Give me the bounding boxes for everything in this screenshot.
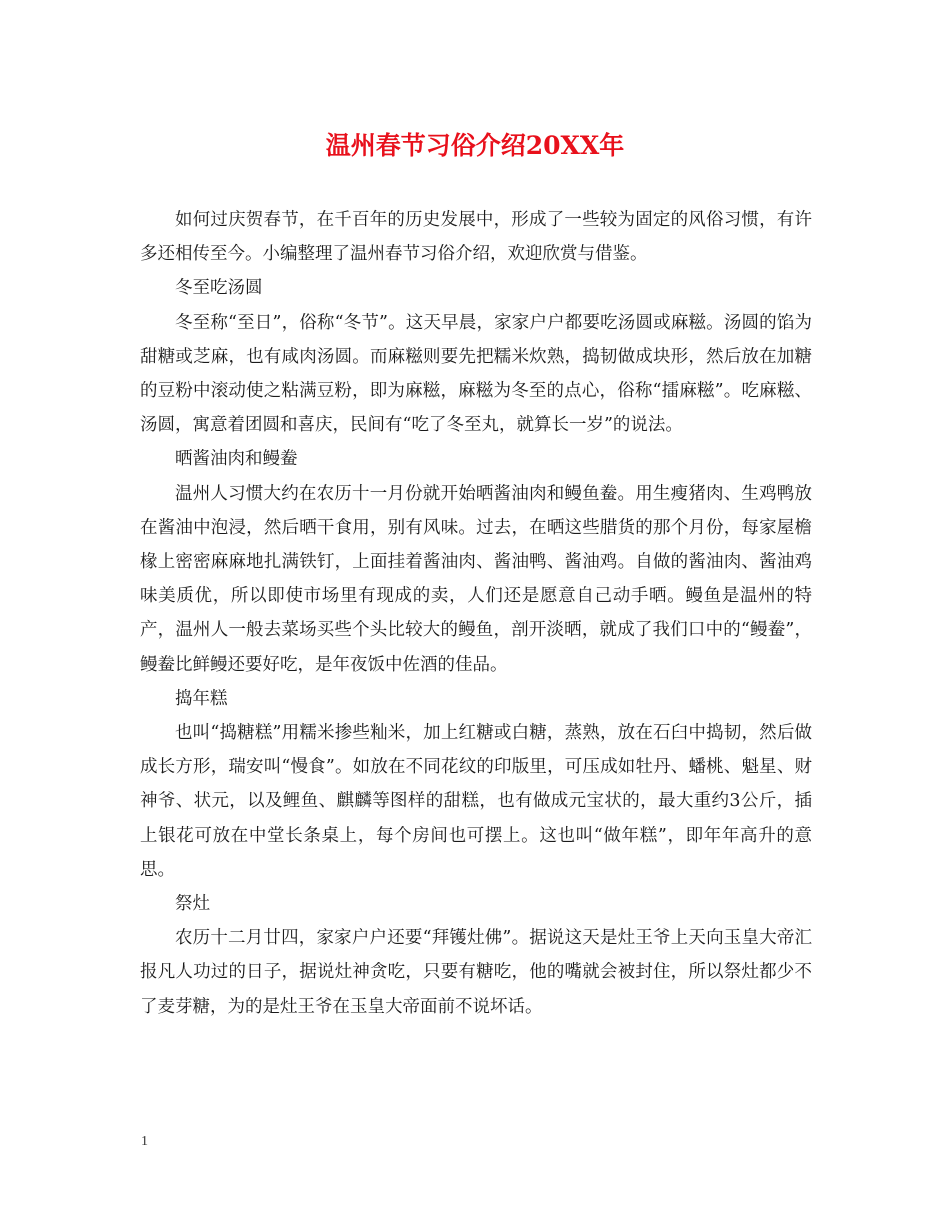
section-paragraph: 农历十二月廿四，家家户户还要“拜镬灶佛”。据说这天是灶王爷上天向玉皇大帝汇报凡人功过的日子，据说灶神贪吃，只要有糖吃，他的嘴就会被封住，所以祭灶都少不了麦芽糖，为的是灶王爷在玉皇大帝面前不说坏话。 [140, 928, 812, 1017]
section-heading: 祭灶 [175, 894, 210, 915]
intro-paragraph: 如何过庆贺春节，在千百年的历史发展中，形成了一些较为固定的风俗习惯，有许多还相传至今。小编整理了温州春节习俗介绍，欢迎欣赏与借鉴。 [140, 210, 812, 265]
document-title: 温州春节习俗介绍20XX年 [325, 131, 625, 160]
section-paragraph: 温州人习惯大约在农历十一月份就开始晒酱油肉和鳗鱼鲞。用生瘦猪肉、生鸡鸭放在酱油中泡浸，然后晒干食用，别有风味。过去，在晒这些腊货的那个月份，每家屋檐椽上密密麻麻地扎满铁钉，上面挂着酱油肉、酱油鸭、酱油鸡。自做的酱油肉、酱油鸡味美质优，所以即使市场里有现成的卖，人们还是愿意自己动手晒。鳗鱼是温州的特产，温州人一般去菜场买些个头比较大的鳗鱼，剖开淡晒，就成了我们口中的“鳗鲞”，鳗鲞比鲜鳗还要好吃，是年夜饭中佐酒的佳品。 [140, 483, 812, 675]
section-heading: 晒酱油肉和鳗鲞 [175, 449, 298, 470]
section-paragraph: 冬至称“至日”，俗称“冬节”。这天早晨，家家户户都要吃汤圆或麻糍。汤圆的馅为甜糖或芝麻，也有咸肉汤圆。而麻糍则要先把糯米炊熟，捣韧做成块形，然后放在加糖的豆粉中滚动使之粘满豆粉，即为麻糍，麻糍为冬至的点心，俗称“擂麻糍”。吃麻糍、汤圆，寓意着团圆和喜庆，民间有“吃了冬至丸，就算长一岁”的说法。 [140, 312, 812, 436]
document-body [140, 203, 812, 1024]
page-number: 1 [141, 1134, 148, 1149]
section-heading: 冬至吃汤圆 [175, 278, 263, 299]
section-paragraph: 也叫“捣糖糕”用糯米掺些籼米，加上红糖或白糖，蒸熟，放在石臼中捣韧，然后做成长方形，瑞安叫“慢食”。如放在不同花纹的印版里，可压成如牡丹、蟠桃、魁星、财神爷、状元，以及鲤鱼、麒麟等图样的甜糕，也有做成元宝状的，最大重约3公斤，插上银花可放在中堂长条桌上，每个房间也可摆上。这也叫“做年糕”，即年年高升的意思。 [140, 723, 812, 880]
section-heading: 捣年糕 [175, 688, 228, 709]
